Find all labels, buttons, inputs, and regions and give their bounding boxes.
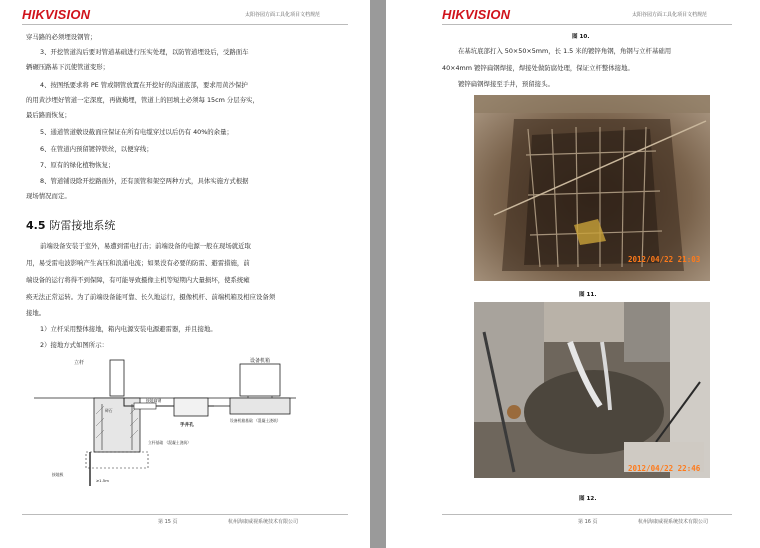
paragraph-line: 镀锌扁钢焊接至手井，预留接头。 <box>458 80 554 88</box>
paragraph-line: 3、开挖管道沟后要对管道基础进行压实处理，以防管道埋设后，受路面车 <box>40 48 249 56</box>
footer-divider <box>22 514 348 515</box>
label-ground-wire: 接地扁钢 <box>146 398 162 403</box>
pole-shape <box>110 360 124 396</box>
paragraph-line: 5、通道管道敷设截面应保证在所有电缆穿过以后仍有 40%的余量； <box>40 128 233 136</box>
paragraph-line: 8、管道铺设除开挖路面外，还有顶管和架空两种方式，具体实施方式根据 <box>40 177 249 185</box>
footer-divider <box>442 514 732 515</box>
header-divider <box>22 24 348 25</box>
page-header-title: 太阳谷园方面工具化项目文档规范 <box>245 12 321 18</box>
paragraph-line: 的用黄沙埋好管道一定深度，再做掩埋，管道上的回填土必须每 15cm 分层夯实， <box>26 96 259 104</box>
handhole-shape <box>174 398 208 416</box>
paragraph-line: 最后路面恢复； <box>26 111 71 119</box>
section-heading <box>26 217 115 233</box>
paragraph-line: 4、按图纸要求将 PE 管或钢管放置在开挖好的沟道底部，要求用黄沙保护 <box>40 81 248 89</box>
label-cabinet: 设备机箱 <box>250 358 271 364</box>
photo-timestamp: 2012/04/22 21:03 <box>628 255 701 264</box>
paragraph-line: 在基坑底部打入 50×50×5mm，长 1.5 米的镀锌角钢，角钢与立杆基础用 <box>458 47 672 55</box>
paragraph-line: 辆碾压路基下沉使管道变形； <box>26 63 110 71</box>
photo-timestamp: 2012/04/22 22:46 <box>628 464 701 473</box>
body-line: 接地。 <box>26 309 46 317</box>
label-pole-foundation: 立杆基础 （混凝土浇筑） <box>148 440 191 445</box>
page-number: 第 15 页 <box>158 519 178 525</box>
hikvision-logo: HIKVISION <box>22 7 91 22</box>
paragraph-line: 6、在管道内预留镀锌铁丝，以便穿线； <box>40 145 153 153</box>
document-page-15 <box>0 0 370 548</box>
section-number: 4.5 <box>26 219 46 232</box>
photo-pit-rebar <box>474 95 710 281</box>
label-electrode: 接地极 <box>52 472 64 477</box>
cabinet-shape <box>240 364 280 396</box>
hikvision-logo: HIKVISION <box>442 7 511 22</box>
header-divider <box>442 24 732 25</box>
label-cabinet-foundation: 设备机箱基础 （混凝土浇筑） <box>230 418 281 423</box>
body-line: 痪无法正常运转。为了前端设备能可靠、长久地运行，摄像机杆、前端机箱及相应设备须 <box>26 293 276 301</box>
label-pole: 立杆 <box>74 360 85 366</box>
body-line: 用，易受雷电波影响产生高压和浪涌电流；如果没有必要的防雷、避雷措施，前 <box>26 259 250 267</box>
body-line: 前端设备安装于室外，易遭到雷电打击；前端设备的电源一般在现场就近取 <box>40 242 251 250</box>
cabinet-foundation-shape <box>230 398 290 414</box>
grounding-diagram <box>34 354 304 504</box>
paragraph-line: 现场情况而定。 <box>26 192 71 200</box>
list-item: 1）立杆采用整体接地，箱内电源安装电源避雷器，并且接地。 <box>40 325 217 333</box>
paragraph-line: 40×4mm 镀锌扁钢焊接，焊接处做防腐处理，保证立杆整体接地。 <box>442 64 634 72</box>
page-number: 第 16 页 <box>578 519 598 525</box>
paragraph-line: 穿马路的必须埋设钢管； <box>26 33 97 41</box>
figure-caption: 图 12. <box>579 496 597 502</box>
section-title: 防雷接地系统 <box>49 219 116 232</box>
footer-company: 杭州海康威视系统技术有限公司 <box>228 519 299 525</box>
document-page-16 <box>386 0 760 548</box>
figure-caption: 图 10. <box>572 34 590 40</box>
paragraph-line: 7、原有的绿化植物恢复； <box>40 161 115 169</box>
body-line: 端设备的运行将得不到保障，有可能导致摄像主机等短期内大量损坏，使系统瘫 <box>26 276 250 284</box>
label-gravel: 碎石 <box>105 408 113 413</box>
label-depth: ≥1.5m <box>96 478 109 483</box>
page-header-title: 太阳谷园方面工具化项目文档规范 <box>632 12 708 18</box>
footer-company: 杭州海康威视系统技术有限公司 <box>638 519 709 525</box>
list-item: 2）接地方式如图所示： <box>40 341 108 349</box>
figure-caption: 图 11. <box>579 292 597 298</box>
photo-handhole-conduit <box>474 302 710 478</box>
label-handhole: 手井孔 <box>180 423 194 428</box>
